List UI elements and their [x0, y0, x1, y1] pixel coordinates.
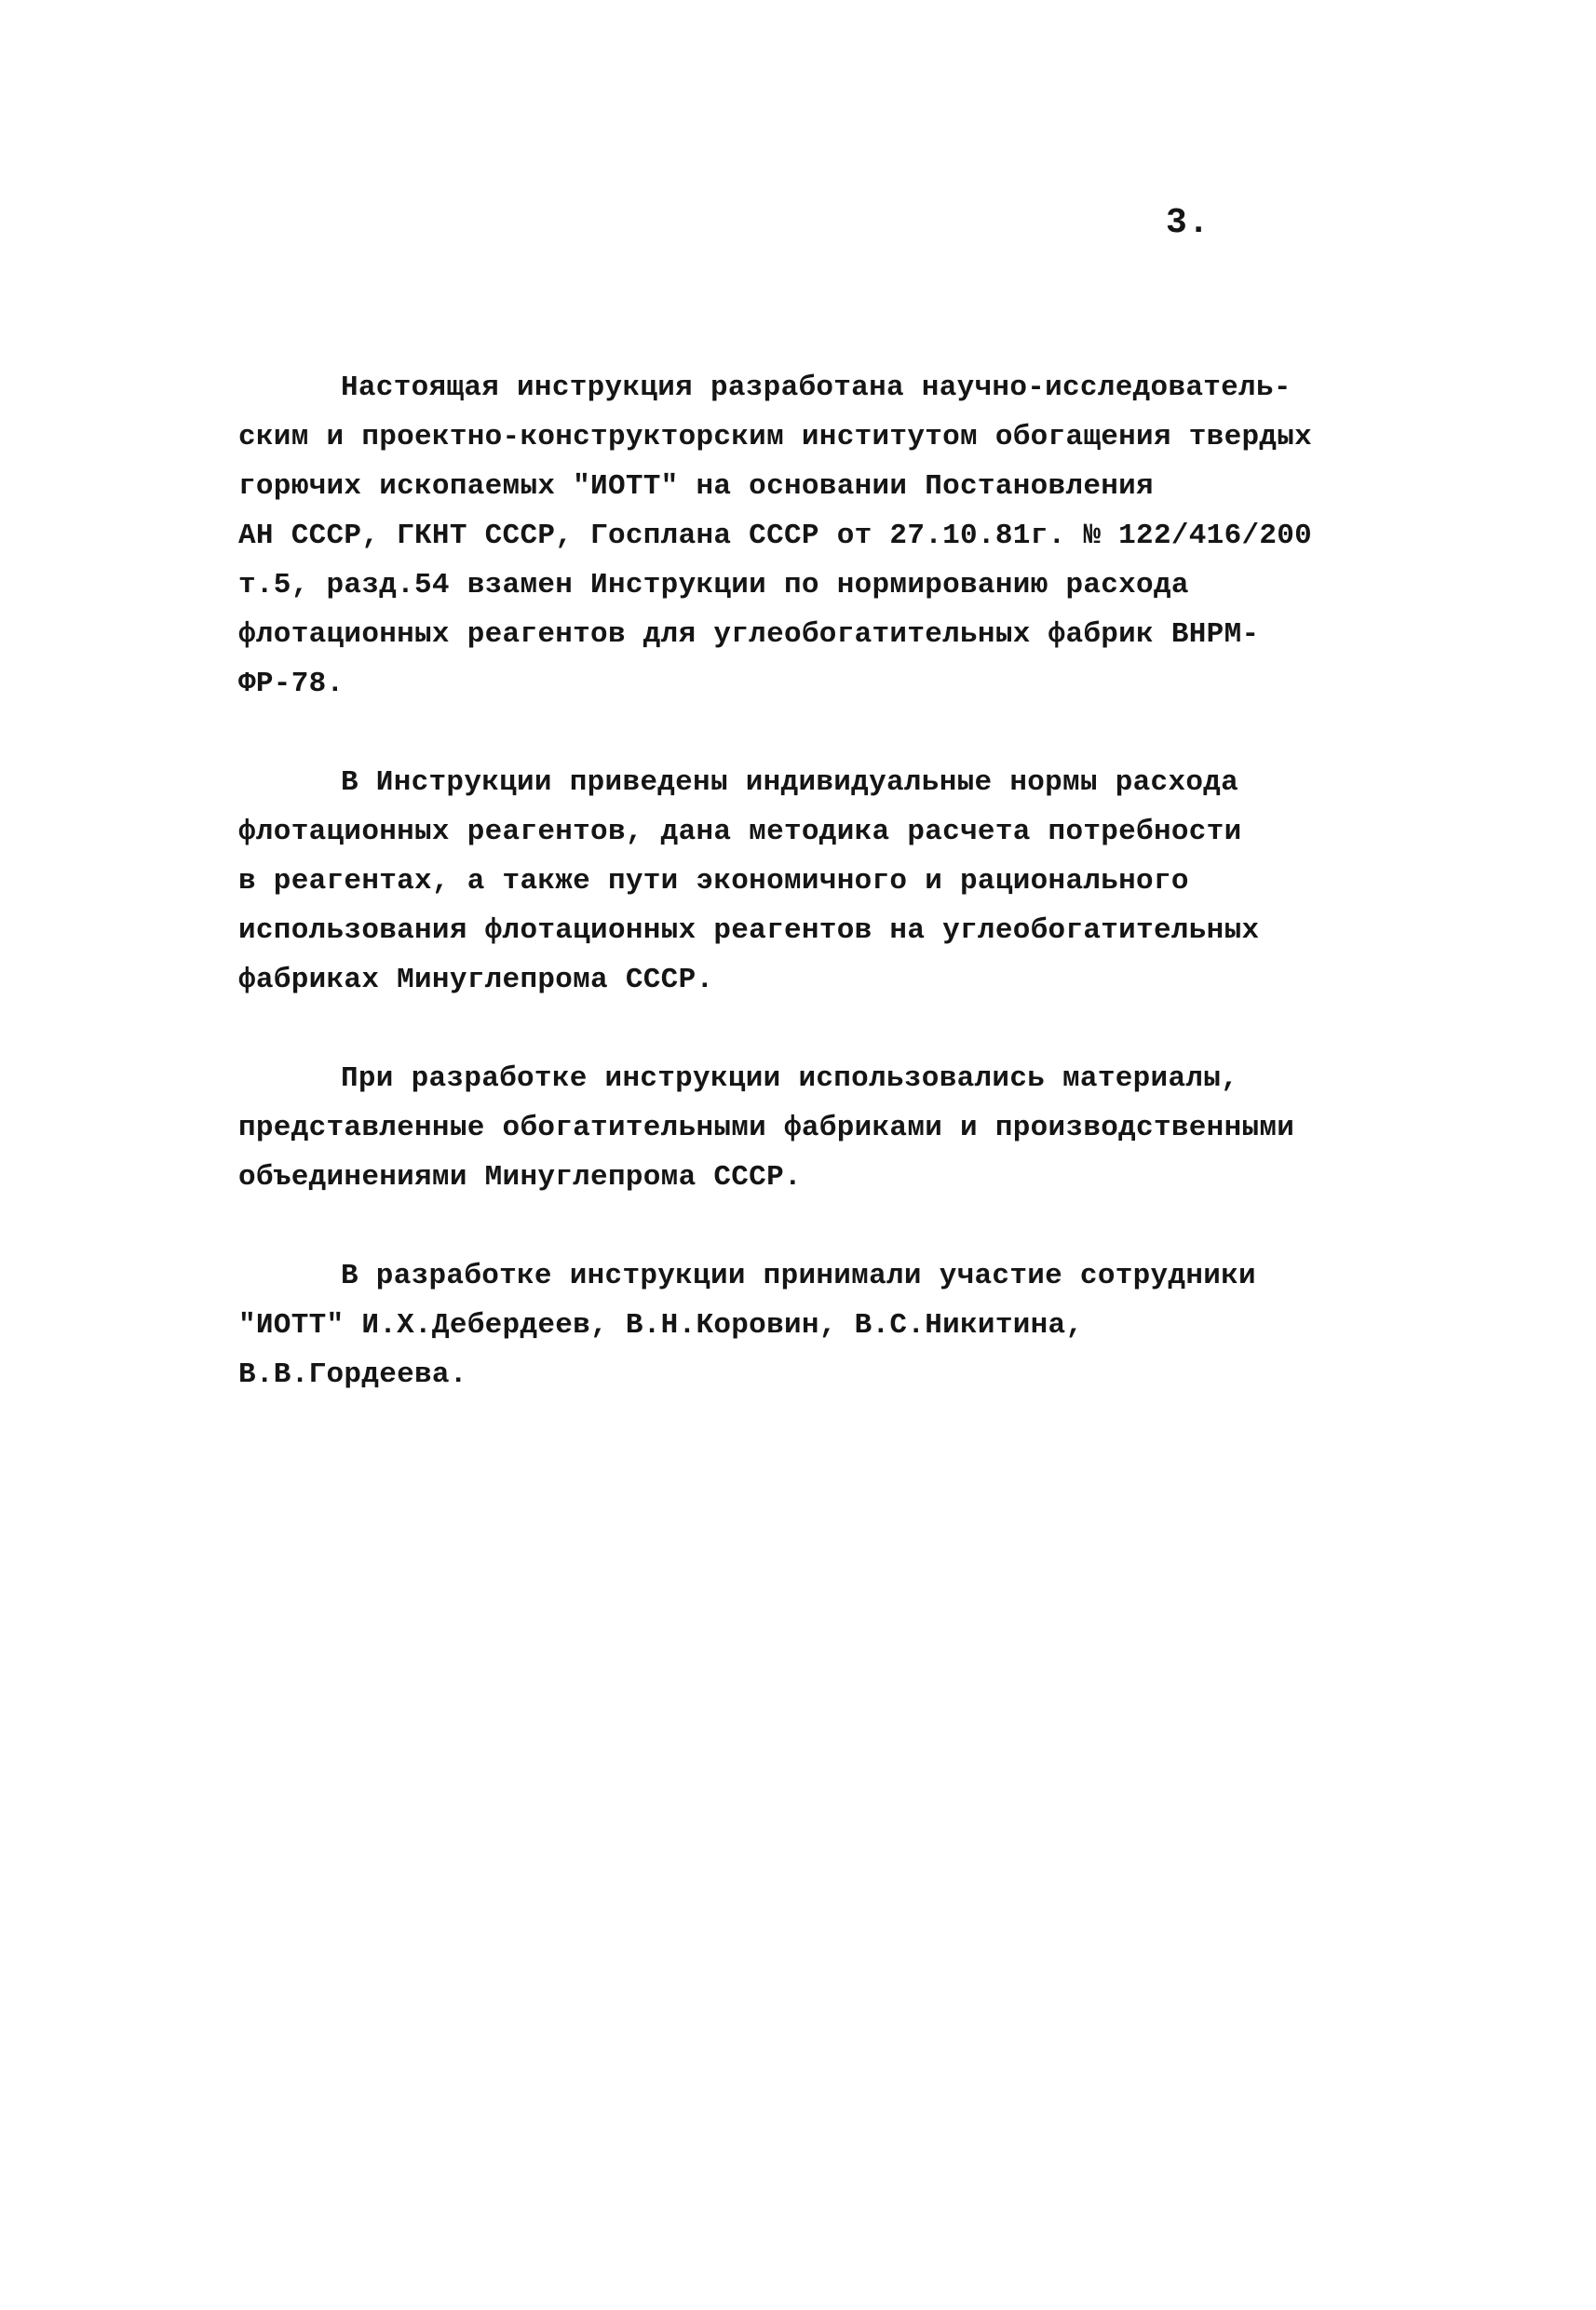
text-line: ским и проектно-конструкторским институтом обогащения твердых: [238, 421, 1313, 453]
text-line: представленные обогатительными фабриками и производственными: [238, 1112, 1295, 1144]
text-line: ФР-78.: [238, 668, 345, 700]
paragraph-gap: [238, 1202, 1374, 1251]
text-line: Настоящая инструкция разработана научно-исследователь-: [341, 371, 1292, 404]
text-line: В разработке инструкции принимали участие сотрудники: [341, 1260, 1256, 1292]
paragraph-gap: [238, 1005, 1374, 1054]
body-text: [238, 363, 1374, 1399]
text-line: АН СССР, ГКНТ СССР, Госплана СССР от 27.10.81г. № 122/416/200: [238, 520, 1313, 552]
text-line: "ИОТТ" И.Х.Дебердеев, В.Н.Коровин, В.С.Никитина,: [238, 1309, 1084, 1342]
text-line: фабриках Минуглепрома СССР.: [238, 964, 714, 996]
text-line: флотационных реагентов для углеобогатительных фабрик ВНРМ-: [238, 618, 1260, 651]
text-line: При разработке инструкции использовались материалы,: [341, 1062, 1239, 1095]
text-line: горючих ископаемых "ИОТТ" на основании Постановления: [238, 470, 1154, 503]
text-line: флотационных реагентов, дана методика расчета потребности: [238, 816, 1242, 848]
paragraph-contributors: [238, 1251, 1374, 1399]
paragraph-authorship: [238, 363, 1374, 709]
text-line: объединениями Минуглепрома СССР.: [238, 1161, 802, 1194]
text-line: В Инструкции приведены индивидуальные нормы расхода: [341, 766, 1239, 799]
text-line: В.В.Гордеева.: [238, 1358, 467, 1391]
page-number: 3.: [1166, 203, 1211, 243]
text-line: использования флотационных реагентов на углеобогатительных: [238, 914, 1260, 947]
paragraph-sources: [238, 1054, 1374, 1202]
text-line: т.5, разд.54 взамен Инструкции по нормированию расхода: [238, 569, 1189, 601]
paragraph-contents: [238, 758, 1374, 1005]
text-line: в реагентах, а также пути экономичного и рационального: [238, 865, 1189, 898]
paragraph-gap: [238, 709, 1374, 758]
